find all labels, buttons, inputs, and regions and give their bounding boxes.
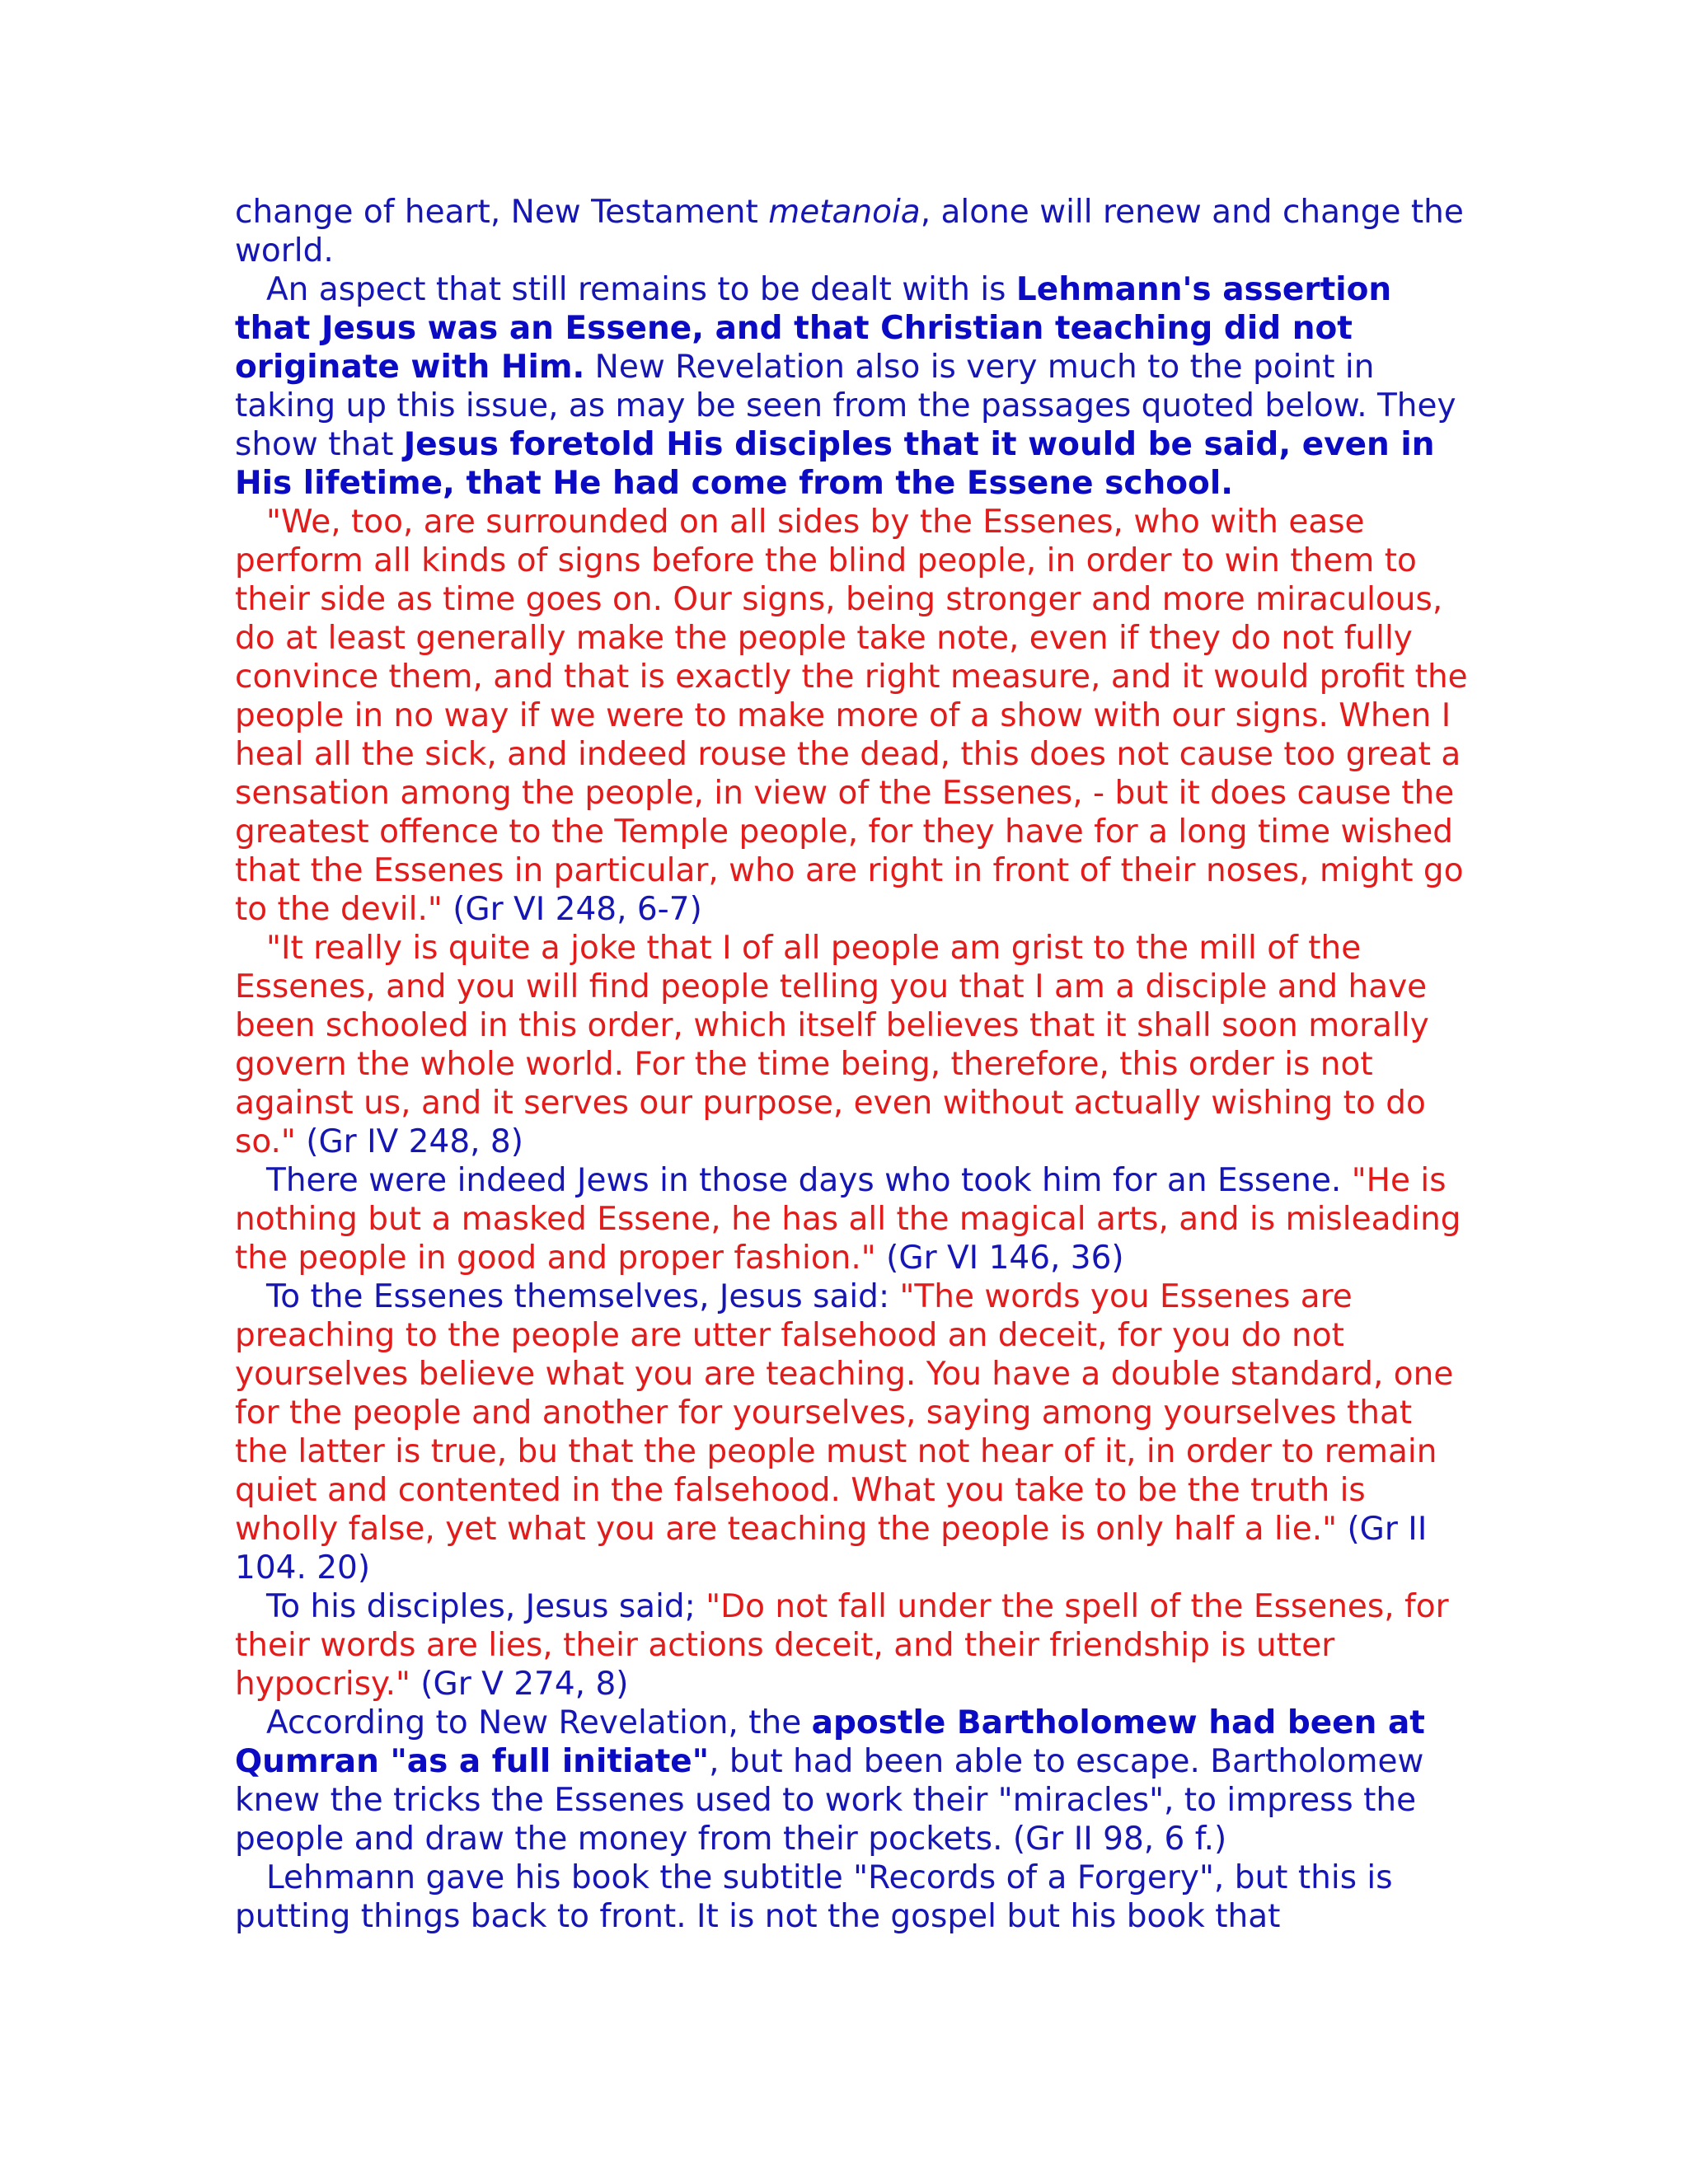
paragraph-bartholomew <box>235 1704 1471 1858</box>
quotation-text: "He is nothing but a masked Essene, he has all the magical arts, and is misleading the people in good and proper fashion." <box>235 1162 1461 1277</box>
emphasis-text: apostle Bartholomew had been at Qumran "as a full initiate" <box>235 1704 1425 1780</box>
paragraph-essenes-themselves <box>235 1277 1471 1587</box>
paragraph-masked-essene <box>235 1161 1471 1277</box>
body-text: There were indeed Jews in those days who took him for an Essene. <box>266 1162 1352 1199</box>
citation: (Gr II 104. 20) <box>235 1511 1428 1586</box>
body-text: , alone will renew and change the world. <box>235 194 1464 269</box>
emphasis-text: Jesus foretold His disciples that it would be said, even in His lifetime, that He had come from the Essene school. <box>235 426 1435 502</box>
citation: (Gr V 274, 8) <box>410 1666 629 1703</box>
body-text: An aspect that still remains to be dealt with is <box>266 271 1016 308</box>
paragraph-quote-grist <box>235 929 1471 1161</box>
body-text: Lehmann gave his book the subtitle "Records of a Forgery", but this is putting things back to front. It is not the gospel but his book that <box>235 1859 1393 1935</box>
body-text: To his disciples, Jesus said; <box>266 1588 706 1625</box>
paragraph-disciples <box>235 1587 1471 1704</box>
quotation-text: "Do not fall under the spell of the Essenes, for their words are lies, their actions deceit, and their friendship is utter hypocrisy." <box>235 1588 1449 1703</box>
paragraph-metanoia <box>235 193 1471 270</box>
body-text: , but had been able to escape. Bartholomew knew the tricks the Essenes used to work their "miracles", to impress the people and draw the money from their pockets. (Gr II 98, 6 f.) <box>235 1743 1424 1858</box>
emphasis-text: Lehmann's assertion that Jesus was an Essene, and that Christian teaching did not originate with Him. <box>235 271 1392 386</box>
quotation-text: "It really is quite a joke that I of all people am grist to the mill of the Essenes, and you will find people telling you that I am a disciple and have been schooled in this order, which itself believes that it shall soon morally govern the whole world. For the time being, therefore, this order is not against us, and it serves our purpose, even without actually wishing to do so." <box>235 930 1429 1160</box>
citation: (Gr IV 248, 8) <box>295 1123 523 1160</box>
body-text: change of heart, New Testament <box>235 194 769 231</box>
paragraph-lehmann-assertion <box>235 270 1471 503</box>
paragraph-forgery <box>235 1858 1471 1936</box>
body-text: To the Essenes themselves, Jesus said: <box>266 1278 900 1315</box>
quotation-text: "The words you Essenes are preaching to the people are utter falsehood an deceit, for you do not yourselves believe what you are teaching. You have a double standard, one for the people and another for yourselves, saying among yourselves that the latter is true, bu that the people must not hear of it, in order to remain quiet and contented in the falsehood. What you take to be the truth is wholly false, yet what you are teaching the people is only half a lie." <box>235 1278 1454 1548</box>
quotation-text: "We, too, are surrounded on all sides by the Essenes, who with ease perform all kinds of signs before the blind people, in order to win them to their side as time goes on. Our signs, being stronger and more miraculous, do at least generally make the people take note, even if they do not fully convince them, and that is exactly the right measure, and it would profit the people in no way if we were to make more of a show with our signs. When I heal all the sick, and indeed rouse the dead, this does not cause too great a sensation among the people, in view of the Essenes, - but it does cause the greatest offence to the Temple people, for they have for a long time wished that the Essenes in particular, who are right in front of their noses, might go to the devil." <box>235 504 1468 928</box>
body-text: New Revelation also is very much to the point in taking up this issue, as may be seen from the passages quoted below. They show that <box>235 349 1456 463</box>
citation: (Gr VI 248, 6-7) <box>442 891 702 928</box>
italic-term: metanoia <box>768 194 921 231</box>
paragraph-quote-signs <box>235 503 1471 929</box>
document-page <box>235 193 1471 1936</box>
body-text: According to New Revelation, the <box>266 1704 812 1741</box>
citation: (Gr VI 146, 36) <box>875 1240 1124 1277</box>
